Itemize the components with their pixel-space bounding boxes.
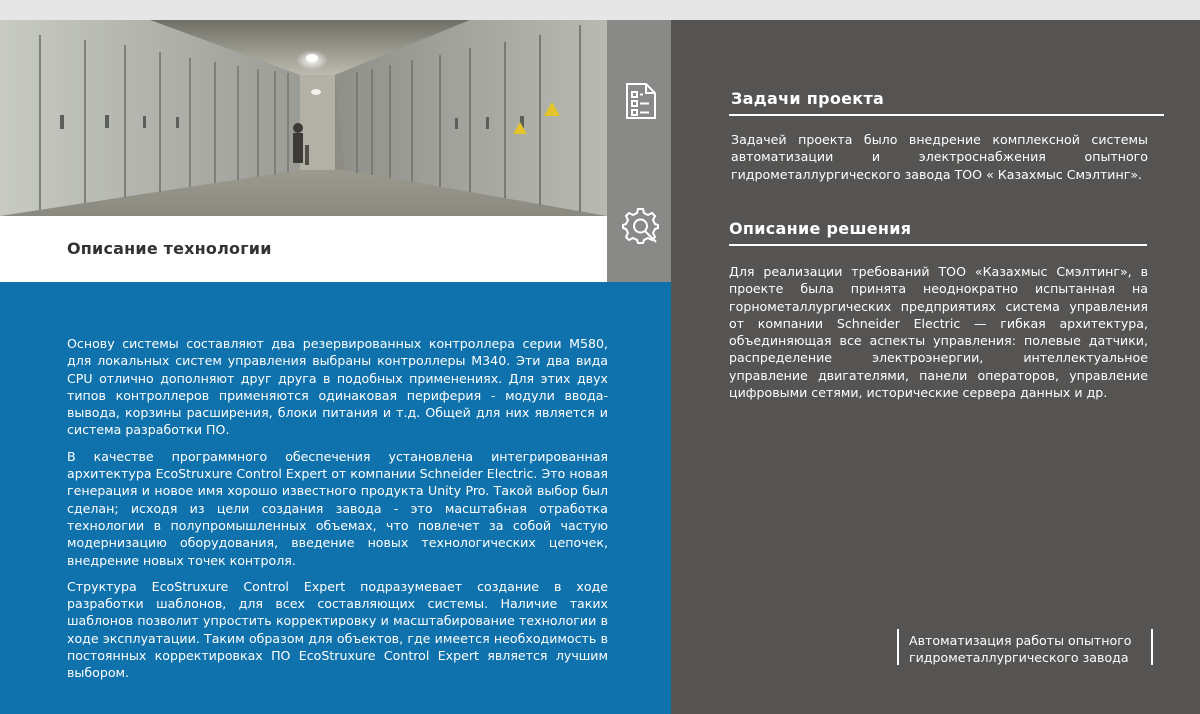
- document-checklist-icon: [624, 82, 658, 120]
- solution-underline: [729, 244, 1147, 246]
- technology-paragraph: В качестве программного обеспечения установлена интегрированная архитектура EcoStruxure Control Expert от компании Schneider Electric. Это новая генерация и новое имя хорошо известного продукта Unity Pro. Такой выбор был сделан; исходя из цели создания завода - это масштабная отработка технологии в полупромышленных объемах, что повлечет за собой частую модернизацию оборудования, введение новых технологических цепочек, внедрение новых точек контроля.: [67, 448, 608, 568]
- substation-corridor-photo: [0, 20, 607, 216]
- tasks-title: Задачи проекта: [731, 89, 885, 108]
- technology-paragraph: Структура EcoStruxure Control Expert подразумевает создание в ходе разработки шаблонов, для всех составляющих системы. Наличие таких шаблонов позволит упростить корректировку и масштабирование технологии в ходе эксплуатации. Таким образом для объектов, где имеется необходимость в постоянных корректировках ПО EcoStruxure Control Expert является лучшим выбором.: [67, 578, 608, 681]
- tasks-text: Задачей проекта было внедрение комплексной системы автоматизации и электроснабжения опытного гидрометаллургического завода ТОО « Казахмыс Смэлтинг».: [731, 132, 1148, 182]
- technology-paragraph: Основу системы составляют два резервированных контроллера серии М580, для локальных систем управления выбраны контроллеры М340. Эти два вида CPU отлично дополняют друг друга в подобных применениях. Для этих двух типов контроллеров применяются одинаковая периферия - модули ввода-вывода, корзины расширения, блоки питания и т.д. Общей для них является и система разработки ПО.: [67, 336, 608, 438]
- top-bar: [0, 0, 1200, 20]
- solution-title: Описание решения: [729, 219, 912, 238]
- caption-text: Автоматизация работы опытного гидрометаллургического завода: [909, 633, 1132, 665]
- technology-title: Описание технологии: [67, 239, 272, 258]
- tasks-underline: [729, 114, 1164, 116]
- gear-search-icon: [622, 207, 660, 245]
- technology-description: [67, 335, 608, 691]
- solution-text: Для реализации требований ТОО «Казахмыс Смэлтинг», в проекте была принята неоднократно испытанная на горнометаллургических предприятиях система управления от компании Schneider Electric — гибкая архитектура, объединяющая все аспекты управления: полевые датчики, распределение электроэнергии, интеллектуальное управление двигателями, панели операторов, управление цифровыми сетями, исторические сервера данных и др.: [729, 264, 1148, 401]
